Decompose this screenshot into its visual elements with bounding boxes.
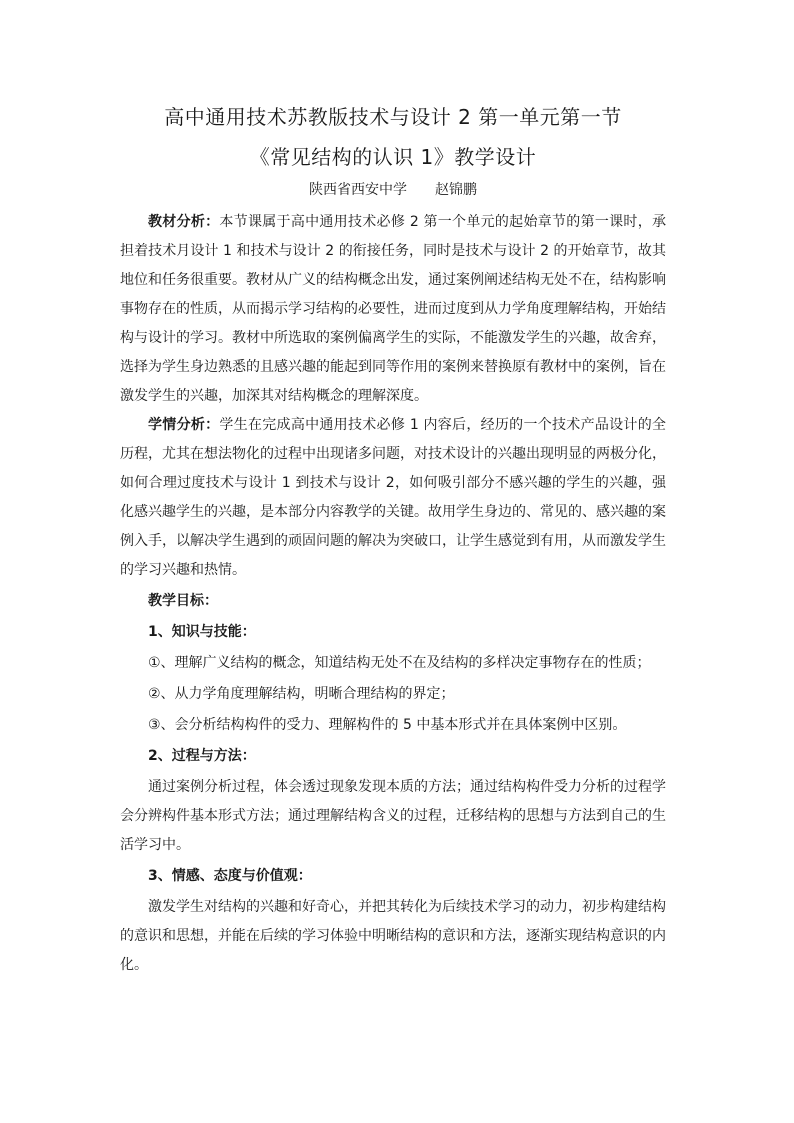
knowledge-item-2: ②、从力学角度理解结构，明晰合理结构的界定；	[148, 686, 455, 702]
material-analysis-paragraph	[120, 208, 666, 411]
student-analysis-text: 学生在完成高中通用技术必修 1 内容后，经历的一个技术产品设计的全历程，尤其在想法物化的过程中出现诸多问题，对技术设计的兴趣出现明显的两极分化，如何合理过度技术与设计 1 到技术与设计 2，如何吸引部分不感兴趣的学生的兴趣，强化感兴趣学生的兴趣，是本部分内容教学的关键。故用学生身边的、常见的、感兴趣的案例入手，以解决学生遇到的顽固问题的解决为突破口，让学生感觉到有用，从而激发学生的学习兴趣和热情。	[120, 417, 667, 578]
process-method-heading: 2、过程与方法：	[148, 748, 256, 764]
document-title: 高中通用技术苏教版技术与设计 2 第一单元第一节	[164, 105, 622, 129]
student-analysis-paragraph	[120, 411, 666, 585]
material-analysis-label: 教材分析：	[148, 214, 220, 230]
knowledge-item-1: ①、理解广义结构的概念，知道结构无处不在及结构的多样决定事物存在的性质；	[148, 655, 651, 671]
emotion-values-text: 激发学生对结构的兴趣和好奇心，并把其转化为后续技术学习的动力，初步构建结构的意识和思想，并能在后续的学习体验中明晰结构的意识和方法，逐渐实现结构意识的内化。	[120, 899, 666, 973]
author-name: 赵锦鹏	[435, 182, 477, 198]
material-analysis-text: 本节课属于高中通用技术必修 2 第一个单元的起始章节的第一课时，承担着技术月设计 1 和技术与设计 2 的衔接任务，同时是技术与设计 2 的开始章节，故其地位和任务很重要。教材从广义的结构概念出发，通过案例阐述结构无处不在，结构影响事物存在的性质，从而揭示学习结构的必要性，进而过度到从力学角度理解结构，开始结构与设计的学习。教材中所选取的案例偏离学生的实际，不能激发学生的兴趣，故舍弃，选择为学生身边熟悉的且感兴趣的能起到同等作用的案例来替换原有教材中的案例，旨在激发学生的兴趣，加深其对结构概念的理解深度。	[120, 214, 667, 404]
school-name: 陕西省西安中学	[309, 182, 407, 198]
teaching-goals-heading: 教学目标：	[148, 593, 218, 609]
knowledge-item-3: ③、会分析结构构件的受力、理解构件的 5 中基本形式并在具体案例中区别。	[148, 717, 627, 733]
author-line	[120, 178, 666, 202]
emotion-values-heading: 3、情感、态度与价值观：	[148, 868, 312, 884]
student-analysis-label: 学情分析：	[148, 417, 220, 433]
document-subtitle: 《常见结构的认识 1》教学设计	[249, 145, 537, 169]
knowledge-skills-heading: 1、知识与技能：	[148, 624, 256, 640]
process-method-text: 通过案例分析过程，体会透过现象发现本质的方法；通过结构构件受力分析的过程学会分辨构件基本形式方法；通过理解结构含义的过程，迁移结构的思想与方法到自己的生活学习中。	[120, 779, 666, 853]
